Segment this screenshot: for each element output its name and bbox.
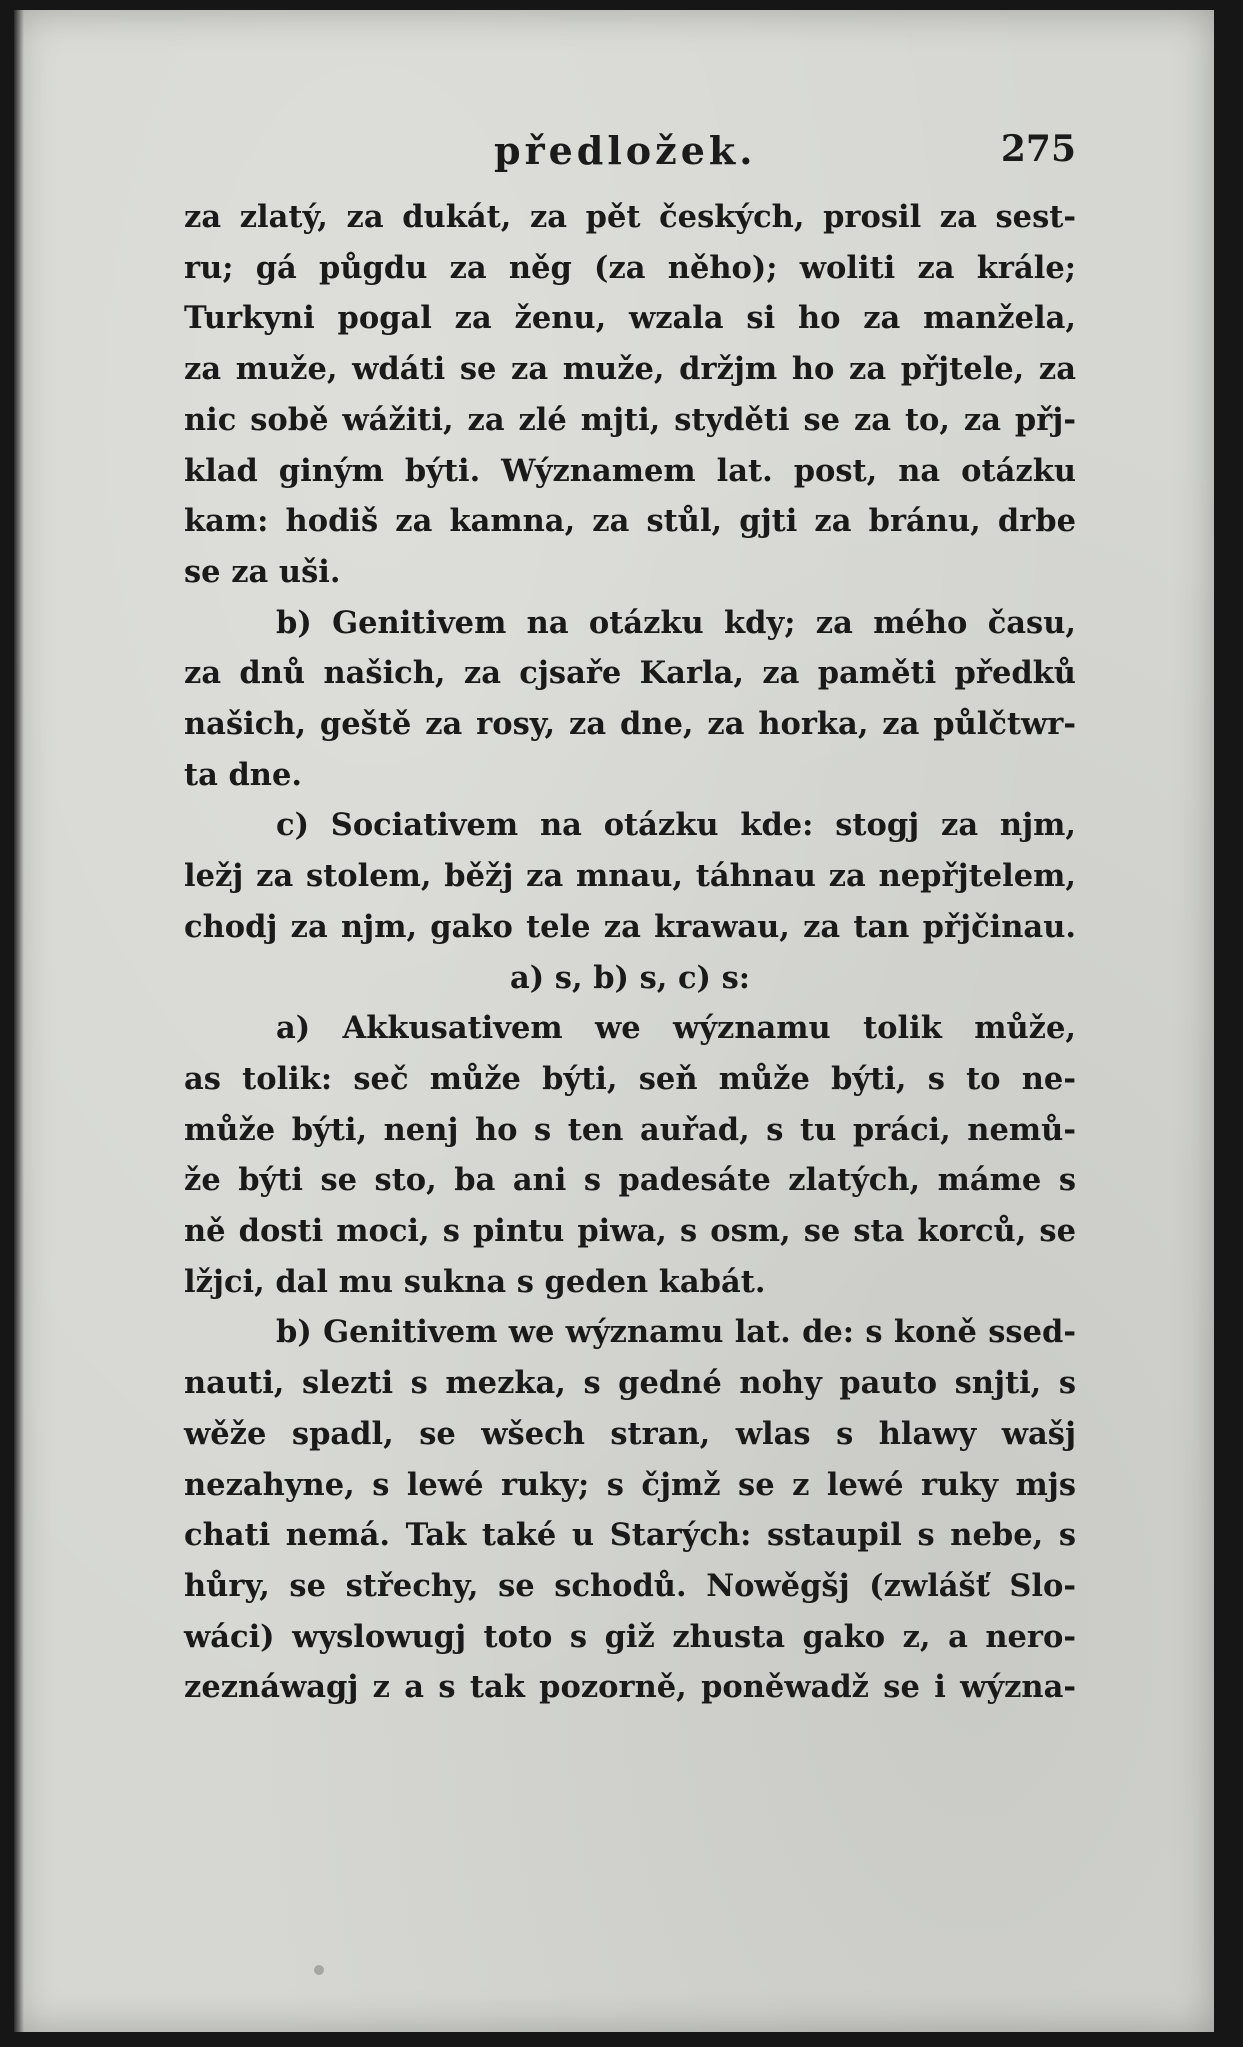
text-line: wáci) wyslowugj toto s giž zhusta gako z, a nero- <box>184 1618 1076 1655</box>
text-line: ležj za stolem, běžj za mnau, táhnau za nepřjtelem, <box>184 858 1076 895</box>
text-line: se za uši. <box>184 553 341 590</box>
text-line: našich, geště za rosy, za dne, za horka, za půlčtwr- <box>184 706 1076 743</box>
text-line: že býti se sto, ba ani s padesáte zlatých, máme s <box>184 1162 1076 1199</box>
page-edge-shadow <box>14 10 24 2032</box>
text-line: za muže, wdáti se za muže, držjm ho za přjtele, za <box>184 351 1076 388</box>
text-line: klad giným býti. Wýznamem lat. post, na otázku <box>184 452 1076 489</box>
text-line: chati nemá. Tak také u Starých: sstaupil s nebe, s <box>184 1517 1076 1554</box>
text-line: ru; gá půgdu za něg (za něho); woliti za krále; <box>184 249 1076 286</box>
text-line: zeznáwagj z a s tak pozorně, poněwadž se i wýzna- <box>184 1669 1076 1706</box>
text-line: b) Genitivem we wýznamu lat. de: s koně ssed- <box>276 1314 1076 1351</box>
text-line: může býti, nenj ho s ten auřad, s tu práci, nemů- <box>184 1111 1076 1148</box>
text-line: a) s, b) s, c) s: <box>509 959 751 996</box>
text-line: a) Akkusativem we wýznamu tolik může, <box>276 1010 1076 1047</box>
text-line: wěže spadl, se wšech stran, wlas s hlawy wašj <box>184 1415 1076 1452</box>
text-line: ta dne. <box>184 756 302 793</box>
text-line: b) Genitivem na otázku kdy; za mého času, <box>276 604 1076 641</box>
page-header <box>184 128 1076 178</box>
text-line: nezahyne, s lewé ruky; s čjmž se z lewé ruky mjs <box>184 1466 1076 1503</box>
running-title: předložek. <box>494 128 757 173</box>
text-line: za zlatý, za dukát, za pět českých, prosil za sest- <box>184 199 1076 235</box>
page-body-text <box>184 192 1076 1713</box>
text-line: c) Sociativem na otázku kde: stogj za njm, <box>276 807 1076 844</box>
ink-smudge <box>314 1965 324 1975</box>
page-number: 275 <box>1000 128 1076 170</box>
text-line: za dnů našich, za cjsaře Karla, za paměti předků <box>184 655 1076 692</box>
book-page <box>14 10 1214 2032</box>
text-line: nic sobě wážiti, za zlé mjti, styděti se za to, za přj- <box>184 401 1076 438</box>
text-line: nauti, slezti s mezka, s gedné nohy pauto snjti, s <box>184 1365 1076 1402</box>
text-line: kam: hodiš za kamna, za stůl, gjti za bránu, drbe <box>184 503 1076 540</box>
text-line: ně dosti moci, s pintu piwa, s osm, se sta korců, se <box>184 1213 1076 1250</box>
text-line: Turkyni pogal za ženu, wzala si ho za manžela, <box>184 300 1076 337</box>
text-line: chodj za njm, gako tele za krawau, za tan přjčinau. <box>184 908 1076 945</box>
text-line: lžjci, dal mu sukna s geden kabát. <box>184 1263 766 1300</box>
text-line: hůry, se střechy, se schodů. Nowěgšj (zwlášť Slo- <box>184 1567 1076 1604</box>
text-line: as tolik: seč může býti, seň může býti, s to ne- <box>184 1060 1076 1097</box>
